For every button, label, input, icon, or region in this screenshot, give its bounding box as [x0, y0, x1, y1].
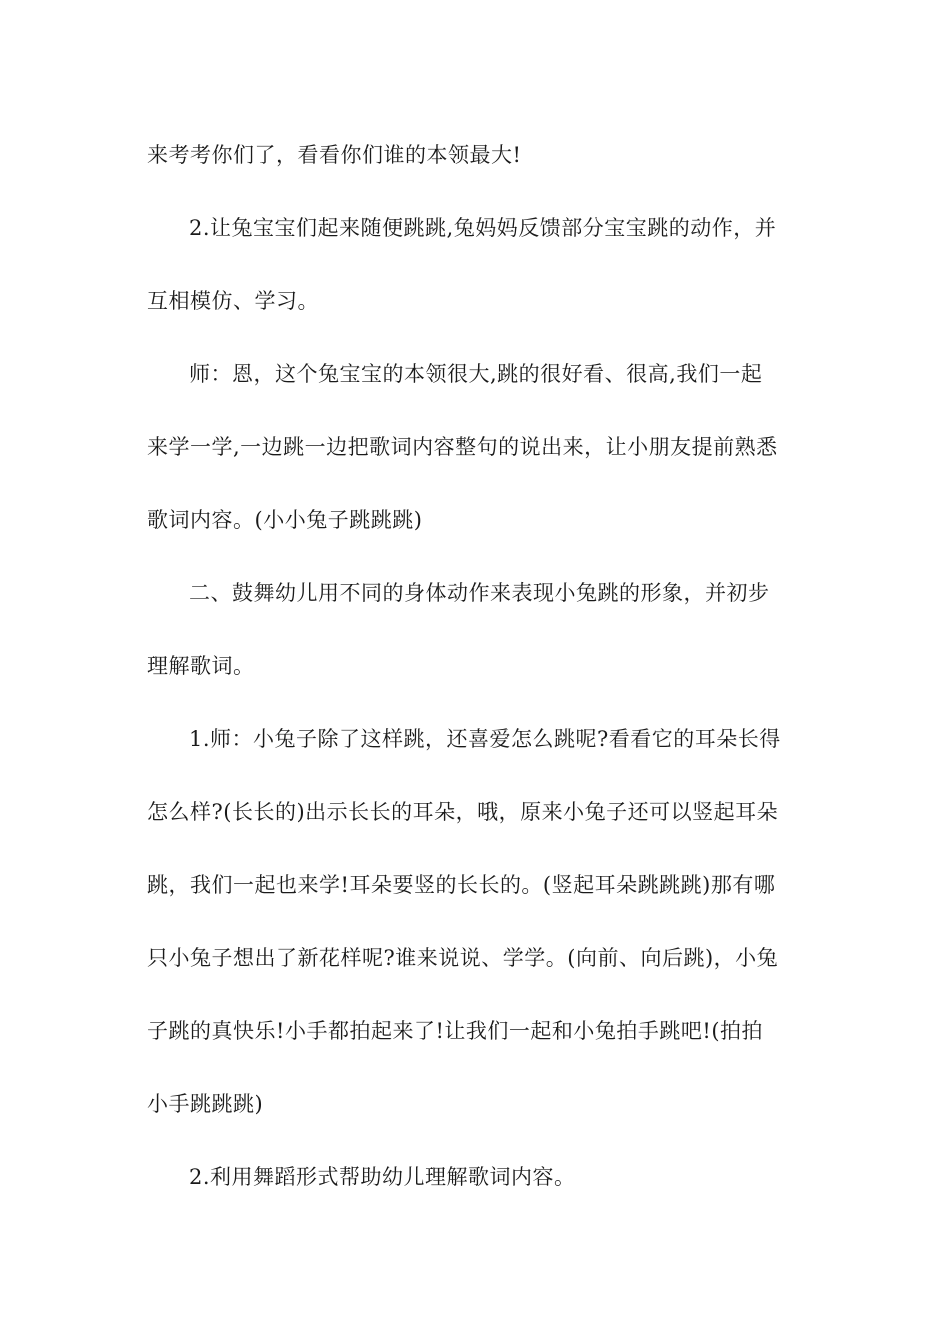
text-line: 1.师：小兔子除了这样跳，还喜爱怎么跳呢?看看它的耳朵长得: [189, 727, 781, 751]
text-line: 歌词内容。(小小兔子跳跳跳): [147, 508, 423, 532]
text-line: 二、鼓舞幼儿用不同的身体动作来表现小兔跳的形象，并初步: [189, 581, 770, 605]
text-line: 跳，我们一起也来学!耳朵要竖的长长的。(竖起耳朵跳跳跳)那有哪: [147, 873, 776, 897]
text-line: 子跳的真快乐!小手都拍起来了!让我们一起和小兔拍手跳吧!(拍拍: [147, 1019, 764, 1043]
text-line: 师：恩，这个兔宝宝的本领很大,跳的很好看、很高,我们一起: [189, 362, 763, 386]
text-line: 来学一学,一边跳一边把歌词内容整句的说出来，让小朋友提前熟悉: [147, 435, 778, 459]
text-line: 2.让兔宝宝们起来随便跳跳,兔妈妈反馈部分宝宝跳的动作，并: [189, 216, 777, 240]
text-line: 来考考你们了，看看你们谁的本领最大!: [147, 143, 522, 167]
text-line: 只小兔子想出了新花样呢?谁来说说、学学。(向前、向后跳)，小兔: [147, 946, 779, 970]
text-line: 互相模仿、学习。: [147, 289, 319, 313]
text-line: 2.利用舞蹈形式帮助幼儿理解歌词内容。: [189, 1165, 576, 1189]
text-line: 理解歌词。: [147, 654, 255, 678]
text-line: 小手跳跳跳): [147, 1092, 264, 1116]
text-line: 怎么样?(长长的)出示长长的耳朵，哦，原来小兔子还可以竖起耳朵: [147, 800, 779, 824]
